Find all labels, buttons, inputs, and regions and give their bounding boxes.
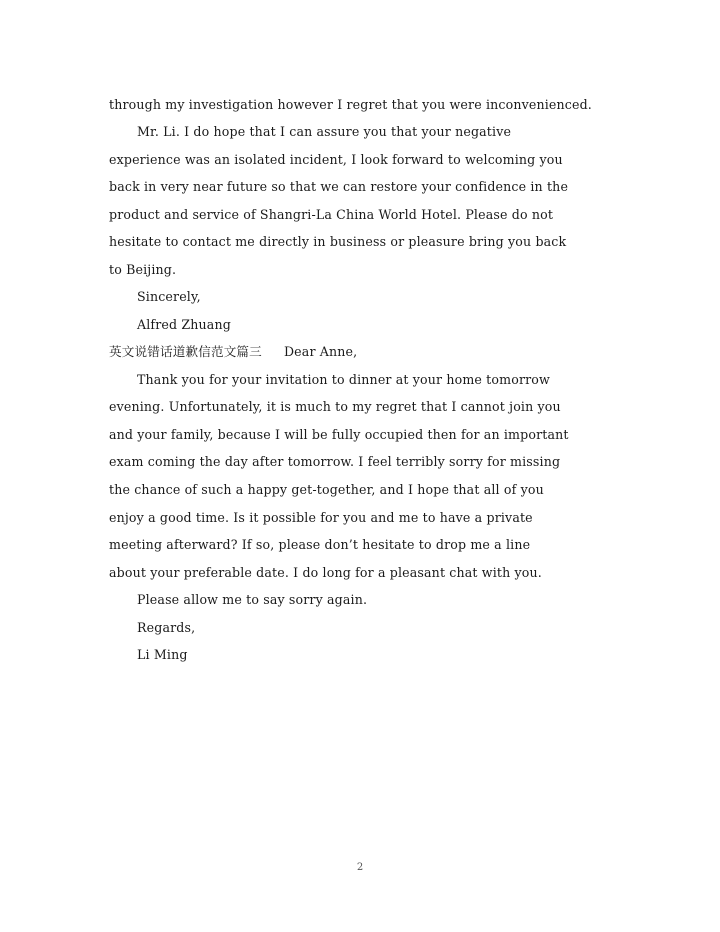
letter1-line: hesitate to contact me directly in business or pleasure bring you back	[109, 234, 567, 249]
letter1-line: to Beijing.	[109, 262, 177, 277]
letter1-line: through my investigation however I regret that you were inconvenienced.	[109, 97, 592, 112]
letter1-signature: Alfred Zhuang	[137, 317, 231, 332]
salutation: Dear Anne,	[283, 344, 358, 359]
letter2-line: evening. Unfortunately, it is much to my regret that I cannot join you	[109, 399, 561, 414]
section-heading: 英文说错话道歉信范文篇三	[109, 344, 262, 359]
letter2-line: the chance of such a happy get-together, and I hope that all of you	[109, 482, 544, 497]
letter2-line: about your preferable date. I do long for a pleasant chat with you.	[109, 565, 542, 580]
letter2-line: exam coming the day after tomorrow. I feel terribly sorry for missing	[109, 454, 561, 469]
letter1-closing: Sincerely,	[137, 289, 201, 304]
letter1-line: Mr. Li. I do hope that I can assure you that your negative	[137, 124, 512, 139]
letter1-line: experience was an isolated incident, I look forward to welcoming you	[109, 152, 563, 167]
letter2-line: Thank you for your invitation to dinner at your home tomorrow	[137, 372, 550, 387]
letter2-line: enjoy a good time. Is it possible for you and me to have a private	[109, 510, 533, 525]
letter2-apology: Please allow me to say sorry again.	[137, 592, 368, 607]
letter1-line: back in very near future so that we can restore your confidence in the	[109, 179, 569, 194]
letter2-line: meeting afterward? If so, please don’t hesitate to drop me a line	[109, 537, 531, 552]
letter2-signature: Li Ming	[137, 647, 188, 662]
letter2-line: and your family, because I will be fully occupied then for an important	[109, 427, 569, 442]
letter2-closing: Regards,	[137, 620, 196, 635]
page-number: 2	[356, 862, 364, 873]
section-heading-row	[109, 344, 357, 360]
letter1-line: product and service of Shangri-La China World Hotel. Please do not	[109, 207, 554, 222]
